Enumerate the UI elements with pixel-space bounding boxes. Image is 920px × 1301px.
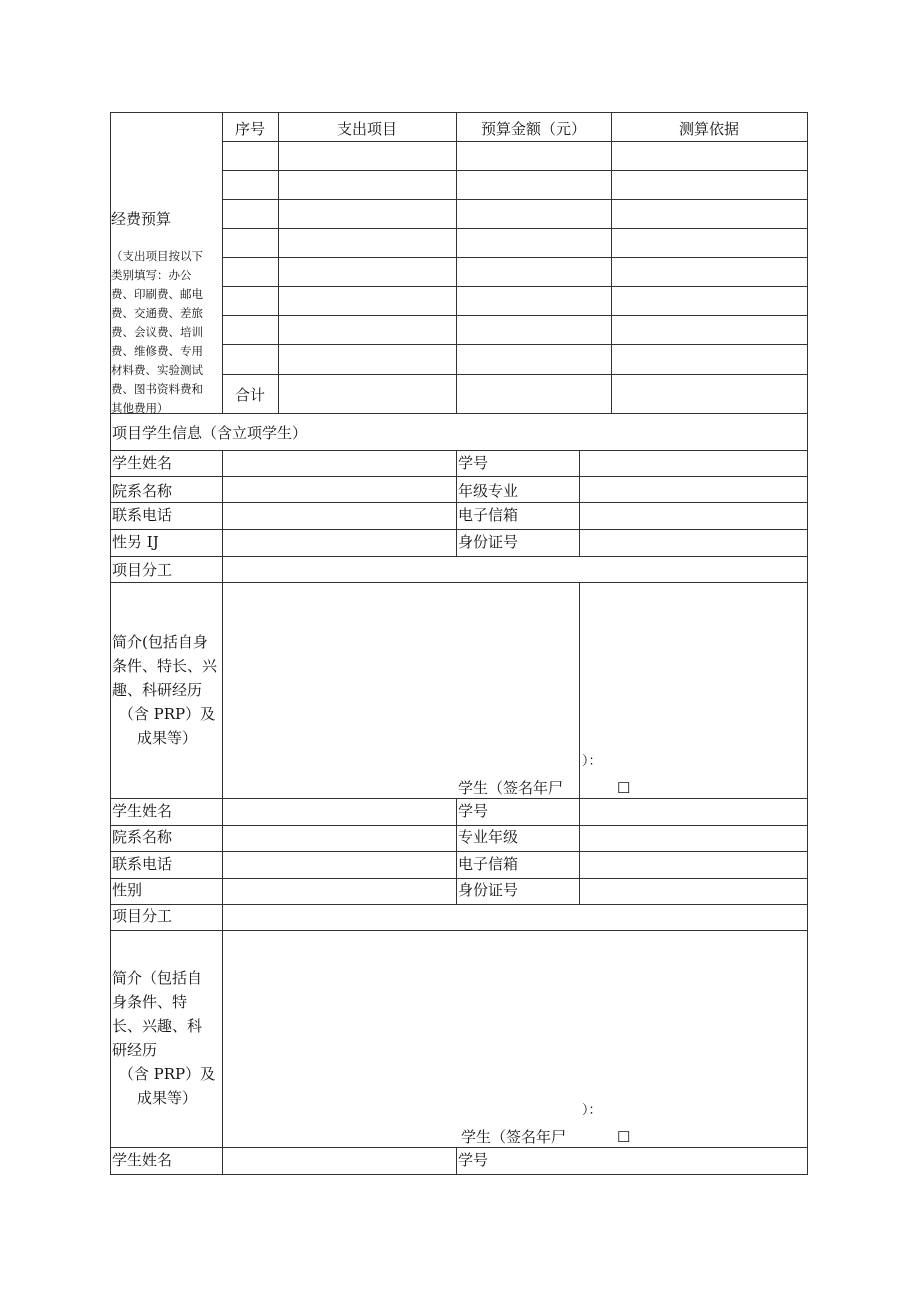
- division-field[interactable]: [223, 557, 807, 582]
- intro-label-line: 研经历: [112, 1041, 158, 1059]
- grade-major-field[interactable]: [580, 477, 807, 502]
- border-line: [456, 798, 457, 905]
- intro-label-line: 简介（包括自: [112, 969, 203, 987]
- signature-date-label: 学生（签名年尸: [458, 779, 564, 797]
- phone-label: 联系电话: [112, 855, 173, 873]
- major-grade-field[interactable]: [580, 826, 807, 851]
- intro-label-line: 成果等）: [136, 729, 197, 747]
- col-header-basis: 测算依据: [678, 120, 739, 138]
- budget-label: 经费预算: [111, 210, 172, 228]
- phone-field[interactable]: [223, 503, 456, 529]
- id-card-label: 身份证号: [458, 881, 519, 899]
- budget-note-line: 费、维修费、专用: [111, 344, 203, 358]
- border-line: [222, 315, 808, 316]
- border-line: [110, 112, 808, 113]
- gender-field[interactable]: [223, 530, 456, 556]
- budget-note-line: 费、图书资料费和: [111, 382, 203, 396]
- budget-note-line: 费、印刷费、邮电: [111, 287, 203, 301]
- intro-label-line: 身条件、特: [112, 993, 188, 1011]
- intro-field[interactable]: [223, 931, 807, 1121]
- gender-field[interactable]: [223, 879, 456, 904]
- id-card-field[interactable]: [580, 530, 807, 556]
- dept-label: 院系名称: [112, 482, 173, 500]
- student-name-label: 学生姓名: [112, 454, 173, 472]
- intro-label-line: （含 PRP）及: [118, 1065, 216, 1083]
- intro-label-line: 长、兴趣、科: [112, 1017, 203, 1035]
- student-id-label: 学号: [458, 802, 489, 820]
- student-id-label: 学号: [458, 1151, 489, 1169]
- border-line: [222, 170, 808, 171]
- intro-label-line: 条件、特长、兴: [112, 657, 218, 675]
- gender-label: 性另 IJ: [112, 533, 159, 551]
- border-line: [110, 1174, 808, 1175]
- division-field[interactable]: [223, 905, 807, 930]
- dept-label: 院系名称: [112, 828, 173, 846]
- student-info-title: 项目学生信息（含立项学生）: [112, 424, 308, 442]
- budget-note-line: 费、交通费、差旅: [111, 306, 203, 320]
- border-line: [222, 228, 808, 229]
- division-label: 项目分工: [112, 561, 173, 579]
- budget-note-line: （支出项目按以下: [111, 249, 203, 263]
- intro-label-line: （含 PRP）及: [118, 705, 216, 723]
- major-grade-label: 专业年级: [458, 828, 519, 846]
- student-id-field[interactable]: [457, 1148, 807, 1174]
- student-name-label: 学生姓名: [112, 802, 173, 820]
- border-line: [222, 286, 808, 287]
- id-card-field[interactable]: [580, 879, 807, 904]
- border-line: [222, 344, 808, 345]
- id-card-label: 身份证号: [458, 533, 519, 551]
- student-id-field[interactable]: [580, 451, 807, 476]
- intro-label: [112, 966, 222, 1110]
- col-header-item: 支出项目: [336, 120, 397, 138]
- checkbox[interactable]: ☐: [617, 1128, 631, 1146]
- total-label: 合计: [234, 386, 265, 404]
- phone-field[interactable]: [223, 852, 456, 878]
- student-id-label: 学号: [458, 454, 489, 472]
- intro-label-line: 成果等）: [136, 1089, 197, 1107]
- signature-date-label: 学生（签名年尸: [461, 1128, 567, 1146]
- email-label: 电子信箱: [458, 506, 519, 524]
- dept-field[interactable]: [223, 826, 456, 851]
- gender-label: 性别: [112, 881, 143, 899]
- grade-major-label: 年级专业: [458, 482, 519, 500]
- border-line: [456, 450, 457, 557]
- student-name-field[interactable]: [223, 451, 456, 476]
- checkbox[interactable]: ☐: [617, 779, 631, 797]
- budget-cell-amount[interactable]: [457, 142, 611, 170]
- student-name-label: 学生姓名: [112, 1151, 173, 1169]
- intro-label-line: 简介(包括自身: [112, 633, 208, 651]
- border-line: [807, 112, 808, 1175]
- email-field[interactable]: [580, 503, 807, 529]
- student-name-field[interactable]: [223, 1148, 456, 1174]
- paren-mark: ）：: [582, 754, 602, 769]
- border-line: [222, 199, 808, 200]
- budget-cell-item[interactable]: [279, 142, 456, 170]
- student-id-field[interactable]: [580, 799, 807, 825]
- email-field[interactable]: [580, 852, 807, 878]
- budget-note-line: 材料费、实验测试: [111, 363, 203, 377]
- border-line: [579, 582, 580, 799]
- paren-mark: ）：: [582, 1103, 602, 1118]
- dept-field[interactable]: [223, 477, 456, 502]
- budget-cell-basis[interactable]: [612, 142, 807, 170]
- budget-note: [111, 247, 221, 418]
- col-header-index: 序号: [234, 120, 265, 138]
- budget-note-line: 费、会议费、培训: [111, 325, 203, 339]
- budget-note-line: 类别填写：办公: [111, 268, 192, 282]
- division-label: 项目分工: [112, 907, 173, 925]
- budget-note-line: 其他费用）: [111, 401, 169, 415]
- email-label: 电子信箱: [458, 855, 519, 873]
- intro-field[interactable]: [223, 583, 579, 773]
- col-header-amount: 预算金额（元）: [480, 120, 586, 138]
- border-line: [222, 257, 808, 258]
- budget-cell-index[interactable]: [223, 142, 278, 170]
- student-name-field[interactable]: [223, 799, 456, 825]
- intro-label: [112, 630, 222, 750]
- intro-label-line: 趣、科研经历: [112, 681, 203, 699]
- total-amount-cell[interactable]: [457, 375, 611, 413]
- phone-label: 联系电话: [112, 506, 173, 524]
